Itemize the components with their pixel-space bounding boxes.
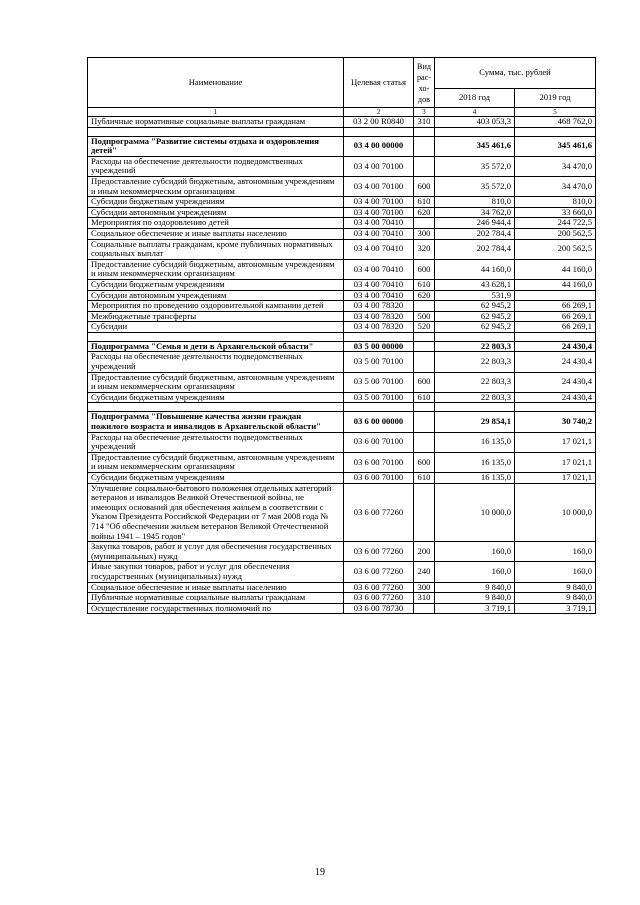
row-name: Публичные нормативные социальные выплаты гражданам (88, 117, 344, 128)
column-index: 4 (435, 108, 515, 117)
row-sum-2018: 160,0 (435, 542, 515, 562)
row-target-code: 03 4 00 00000 (344, 136, 414, 156)
row-expense-type: 320 (414, 239, 435, 259)
row-name: Подпрограмма "Семья и дети в Архангельской области" (88, 341, 344, 352)
row-expense-type: 500 (414, 311, 435, 322)
row-sum-2018: 34 762,0 (435, 207, 515, 218)
row-expense-type: 610 (414, 279, 435, 290)
row-sum-2018: 160,0 (435, 562, 515, 582)
row-name: Социальное обеспечение и иные выплаты населению (88, 228, 344, 239)
header-sum: Сумма, тыс. рублей (435, 58, 596, 89)
row-expense-type: 300 (414, 582, 435, 593)
row-sum-2019: 24 430,4 (515, 372, 596, 392)
row-expense-type (414, 218, 435, 229)
row-sum-2018: 43 628,1 (435, 279, 515, 290)
blank-cell (344, 403, 414, 412)
row-name: Закупка товаров, работ и услуг для обеспечения государственных (муниципальных) нужд (88, 542, 344, 562)
table-row (88, 352, 596, 372)
row-sum-2018: 29 854,1 (435, 412, 515, 432)
row-sum-2019: 66 269,1 (515, 311, 596, 322)
row-sum-2019: 44 160,0 (515, 259, 596, 279)
row-sum-2018: 810,0 (435, 197, 515, 208)
row-target-code: 03 6 00 70100 (344, 432, 414, 452)
row-target-code: 03 6 00 78730 (344, 603, 414, 614)
row-name: Подпрограмма "Повышение качества жизни граждан пожилого возраста и инвалидов в Архангельской области" (88, 412, 344, 432)
row-sum-2018: 345 461,6 (435, 136, 515, 156)
row-expense-type: 620 (414, 207, 435, 218)
table-row (88, 593, 596, 604)
table-row (88, 176, 596, 196)
row-name: Субсидии автономным учреждениям (88, 290, 344, 301)
header-vid: Вид рас-хо-дов (414, 58, 435, 108)
table-row (88, 483, 596, 542)
subprogram-row (88, 136, 596, 156)
row-name: Межбюджетные трансферты (88, 311, 344, 322)
row-sum-2018: 62 945,2 (435, 301, 515, 312)
budget-table (87, 57, 596, 614)
row-name: Субсидии бюджетным учреждениям (88, 473, 344, 484)
subprogram-row (88, 412, 596, 432)
blank-cell (435, 127, 515, 136)
row-expense-type (414, 603, 435, 614)
row-sum-2019: 468 762,0 (515, 117, 596, 128)
blank-cell (435, 332, 515, 341)
header-target: Целевая статья (344, 58, 414, 108)
row-target-code: 03 4 00 70410 (344, 259, 414, 279)
row-target-code: 03 4 00 70410 (344, 218, 414, 229)
table-row (88, 582, 596, 593)
row-target-code: 03 4 00 70410 (344, 279, 414, 290)
row-name: Субсидии (88, 322, 344, 333)
blank-cell (435, 403, 515, 412)
row-sum-2019: 33 660,0 (515, 207, 596, 218)
row-sum-2019: 200 562,5 (515, 239, 596, 259)
column-index: 5 (515, 108, 596, 117)
blank-cell (414, 332, 435, 341)
blank-cell (88, 332, 344, 341)
table-row (88, 279, 596, 290)
row-sum-2019: 345 461,6 (515, 136, 596, 156)
blank-cell (344, 127, 414, 136)
row-expense-type (414, 432, 435, 452)
row-target-code: 03 4 00 70100 (344, 197, 414, 208)
row-sum-2019: 24 430,4 (515, 341, 596, 352)
row-target-code: 03 4 00 78320 (344, 311, 414, 322)
row-expense-type: 610 (414, 392, 435, 403)
row-target-code: 03 6 00 77260 (344, 483, 414, 542)
row-name: Подпрограмма "Развитие системы отдыха и оздоровления детей" (88, 136, 344, 156)
row-sum-2019: 9 840,0 (515, 593, 596, 604)
table-row (88, 156, 596, 176)
row-name: Социальные выплаты гражданам, кроме публичных нормативных социальных выплат (88, 239, 344, 259)
row-expense-type: 610 (414, 473, 435, 484)
table-row (88, 218, 596, 229)
row-target-code: 03 4 00 70100 (344, 176, 414, 196)
row-expense-type: 600 (414, 259, 435, 279)
row-name: Мероприятия по проведению оздоровительной кампании детей (88, 301, 344, 312)
table-row (88, 207, 596, 218)
row-target-code: 03 5 00 70100 (344, 372, 414, 392)
row-sum-2018: 16 135,0 (435, 473, 515, 484)
table-row (88, 392, 596, 403)
row-expense-type: 300 (414, 228, 435, 239)
row-sum-2019: 24 430,4 (515, 392, 596, 403)
row-target-code: 03 6 00 00000 (344, 412, 414, 432)
column-index: 1 (88, 108, 344, 117)
row-sum-2018: 16 135,0 (435, 452, 515, 472)
row-expense-type: 620 (414, 290, 435, 301)
row-sum-2018: 22 803,3 (435, 352, 515, 372)
table-row (88, 239, 596, 259)
row-expense-type: 240 (414, 562, 435, 582)
row-expense-type (414, 483, 435, 542)
column-index-row (88, 108, 596, 117)
row-name: Субсидии бюджетным учреждениям (88, 197, 344, 208)
row-sum-2018: 35 572,0 (435, 176, 515, 196)
row-expense-type (414, 412, 435, 432)
row-expense-type (414, 136, 435, 156)
row-sum-2019: 244 722,5 (515, 218, 596, 229)
blank-cell (414, 127, 435, 136)
table-row (88, 562, 596, 582)
row-expense-type (414, 352, 435, 372)
row-sum-2019: 24 430,4 (515, 352, 596, 372)
row-sum-2019: 200 562,5 (515, 228, 596, 239)
row-name: Расходы на обеспечение деятельности подведомственных учреждений (88, 352, 344, 372)
row-sum-2019: 17 021,1 (515, 432, 596, 452)
row-sum-2019: 30 740,2 (515, 412, 596, 432)
row-name: Расходы на обеспечение деятельности подведомственных учреждений (88, 432, 344, 452)
row-name: Улучшение социально-бытового положения отдельных категорий ветеранов и инвалидов Великой Отечественной войны, не имеющих оснований для обеспечения жильем в соответствии с Указом Президента Российской Федерации от 7 мая 2008 года № 714 "Об обеспечении жильем ветеранов Великой Отечественной войны 1941 – 1945 годов" (88, 483, 344, 542)
row-expense-type: 600 (414, 452, 435, 472)
row-expense-type: 610 (414, 197, 435, 208)
row-name: Предоставление субсидий бюджетным, автономным учреждениям и иным некоммерческим организациям (88, 372, 344, 392)
row-sum-2018: 62 945,2 (435, 311, 515, 322)
row-target-code: 03 6 00 70100 (344, 473, 414, 484)
row-target-code: 03 6 00 77260 (344, 542, 414, 562)
row-target-code: 03 6 00 77260 (344, 593, 414, 604)
row-name: Расходы на обеспечение деятельности подведомственных учреждений (88, 156, 344, 176)
row-target-code: 03 4 00 70410 (344, 239, 414, 259)
row-target-code: 03 4 00 70100 (344, 156, 414, 176)
row-expense-type (414, 301, 435, 312)
header-2019: 2019 год (515, 89, 596, 108)
row-sum-2019: 160,0 (515, 562, 596, 582)
row-sum-2018: 403 053,3 (435, 117, 515, 128)
table-row (88, 432, 596, 452)
table-row (88, 259, 596, 279)
header-row (88, 58, 596, 89)
table-row (88, 301, 596, 312)
row-sum-2019: 3 719,1 (515, 603, 596, 614)
row-sum-2018: 16 135,0 (435, 432, 515, 452)
blank-row (88, 127, 596, 136)
blank-cell (515, 127, 596, 136)
row-name: Предоставление субсидий бюджетным, автономным учреждениям и иным некоммерческим организациям (88, 452, 344, 472)
table-row (88, 311, 596, 322)
blank-row (88, 403, 596, 412)
blank-cell (344, 332, 414, 341)
row-target-code: 03 4 00 70410 (344, 228, 414, 239)
row-sum-2019: 66 269,1 (515, 301, 596, 312)
row-name: Субсидии бюджетным учреждениям (88, 392, 344, 403)
row-expense-type: 600 (414, 372, 435, 392)
row-target-code: 03 6 00 70100 (344, 452, 414, 472)
row-sum-2018: 246 944,4 (435, 218, 515, 229)
table-row (88, 228, 596, 239)
row-target-code: 03 4 00 70100 (344, 207, 414, 218)
row-sum-2019: 9 840,0 (515, 582, 596, 593)
row-expense-type: 600 (414, 176, 435, 196)
row-expense-type: 310 (414, 117, 435, 128)
blank-cell (88, 403, 344, 412)
row-expense-type: 310 (414, 593, 435, 604)
row-expense-type (414, 156, 435, 176)
table-row (88, 542, 596, 562)
row-target-code: 03 5 00 70100 (344, 392, 414, 403)
row-target-code: 03 5 00 00000 (344, 341, 414, 352)
column-index: 2 (344, 108, 414, 117)
row-sum-2018: 10 000,0 (435, 483, 515, 542)
row-sum-2018: 202 784,4 (435, 239, 515, 259)
row-name: Публичные нормативные социальные выплаты гражданам (88, 593, 344, 604)
table-row (88, 322, 596, 333)
header-name: Наименование (88, 58, 344, 108)
row-sum-2019 (515, 290, 596, 301)
row-expense-type: 200 (414, 542, 435, 562)
table-row (88, 290, 596, 301)
row-name: Субсидии бюджетным учреждениям (88, 279, 344, 290)
page-number: 19 (315, 867, 325, 878)
row-sum-2019: 810,0 (515, 197, 596, 208)
blank-cell (414, 403, 435, 412)
table-row (88, 197, 596, 208)
row-sum-2019: 17 021,1 (515, 452, 596, 472)
row-sum-2018: 22 803,3 (435, 341, 515, 352)
row-sum-2019: 17 021,1 (515, 473, 596, 484)
row-name: Предоставление субсидий бюджетным, автономным учреждениям и иным некоммерческим организациям (88, 176, 344, 196)
blank-cell (515, 332, 596, 341)
row-sum-2018: 22 803,3 (435, 392, 515, 403)
table-row (88, 473, 596, 484)
row-sum-2018: 9 840,0 (435, 593, 515, 604)
row-name: Предоставление субсидий бюджетным, автономным учреждениям и иным некоммерческим организациям (88, 259, 344, 279)
row-sum-2018: 22 803,3 (435, 372, 515, 392)
row-name: Социальное обеспечение и иные выплаты населению (88, 582, 344, 593)
row-sum-2018: 62 945,2 (435, 322, 515, 333)
table-row (88, 452, 596, 472)
row-target-code: 03 4 00 78320 (344, 301, 414, 312)
blank-cell (515, 403, 596, 412)
row-sum-2019: 10 000,0 (515, 483, 596, 542)
row-target-code: 03 4 00 70410 (344, 290, 414, 301)
row-target-code: 03 6 00 77260 (344, 582, 414, 593)
row-sum-2019: 44 160,0 (515, 279, 596, 290)
row-target-code: 03 6 00 77260 (344, 562, 414, 582)
row-sum-2018: 531,9 (435, 290, 515, 301)
table-row (88, 117, 596, 128)
table-row (88, 603, 596, 614)
row-target-code: 03 4 00 78320 (344, 322, 414, 333)
row-sum-2018: 35 572,0 (435, 156, 515, 176)
blank-cell (88, 127, 344, 136)
row-sum-2019: 34 470,0 (515, 176, 596, 196)
row-name: Мероприятия по оздоровлению детей (88, 218, 344, 229)
row-target-code: 03 5 00 70100 (344, 352, 414, 372)
row-name: Субсидии автономным учреждениям (88, 207, 344, 218)
row-sum-2019: 34 470,0 (515, 156, 596, 176)
row-sum-2019: 160,0 (515, 542, 596, 562)
column-index: 3 (414, 108, 435, 117)
row-sum-2018: 3 719,1 (435, 603, 515, 614)
row-sum-2018: 202 784,4 (435, 228, 515, 239)
row-sum-2019: 66 269,1 (515, 322, 596, 333)
subprogram-row (88, 341, 596, 352)
table-row (88, 372, 596, 392)
row-name: Иные закупки товаров, работ и услуг для обеспечения государственных (муниципальных) нужд (88, 562, 344, 582)
header-2018: 2018 год (435, 89, 515, 108)
row-expense-type (414, 341, 435, 352)
row-sum-2018: 9 840,0 (435, 582, 515, 593)
row-name: Осуществление государственных полномочий по (88, 603, 344, 614)
blank-row (88, 332, 596, 341)
row-expense-type: 520 (414, 322, 435, 333)
row-target-code: 03 2 00 R0840 (344, 117, 414, 128)
row-sum-2018: 44 160,0 (435, 259, 515, 279)
